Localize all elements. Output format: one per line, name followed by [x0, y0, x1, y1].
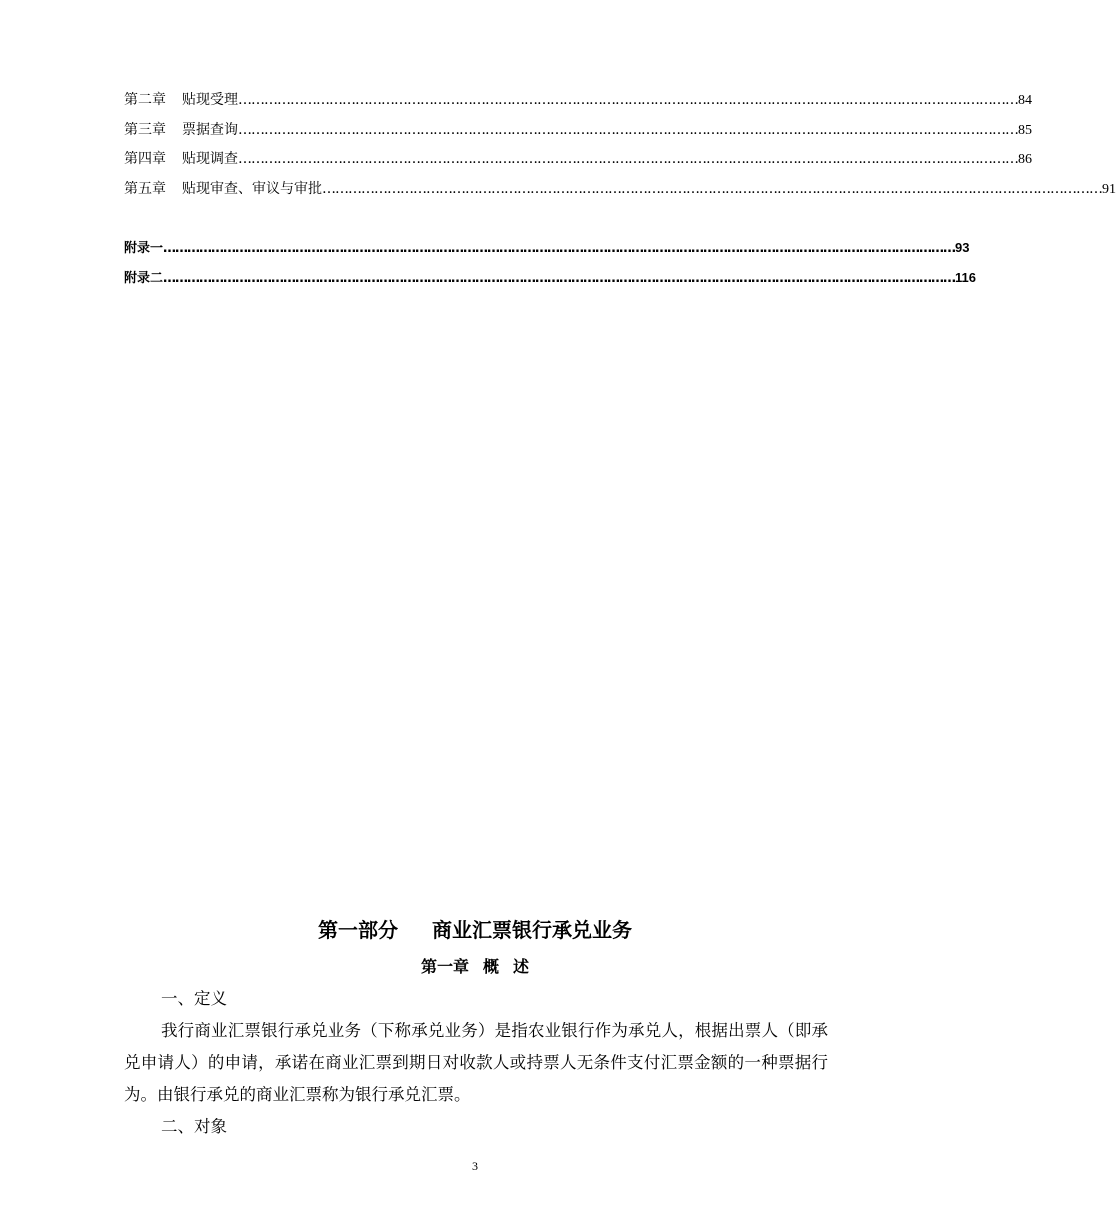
toc-chapter-number: 第四章 — [124, 151, 166, 167]
section-heading-object: 二、对象 — [161, 1117, 227, 1136]
toc-page-number: 116 — [955, 269, 976, 285]
toc-leader-dots: ……………………………………………………………………………………………………………………………………………………………………………… — [163, 241, 956, 256]
toc-chapter-number: 第三章 — [124, 121, 166, 138]
definition-paragraph: 我行商业汇票银行承兑业务（下称承兑业务）是指农业银行作为承兑人，根据出票人（即承兑申请人）的申请，承诺在商业汇票到期日对收款人或持票人无条件支付汇票金额的一种票据行为。由银行承兑的商业汇票称为银行承兑汇票。 — [124, 1021, 828, 1104]
toc-leader-dots: ……………………………………………………………………………………………………………………………………………………………………………… — [163, 270, 956, 286]
part-heading — [0, 915, 950, 945]
part-title: 商业汇票银行承兑业务 — [432, 918, 632, 942]
chapter-label: 第一章 — [420, 957, 469, 976]
toc-chapter-title: 贴现审查、审议与审批 — [182, 180, 322, 197]
toc-appendix-entry[interactable] — [124, 233, 970, 263]
toc-chapter-number: 第二章 — [124, 92, 166, 108]
toc-page-number: 84 — [1018, 93, 1032, 108]
toc-chapter-title: 贴现受理 — [182, 92, 238, 108]
toc-chapter-title: 票据查询 — [182, 121, 238, 138]
toc-chapter-number: 第五章 — [124, 180, 166, 197]
toc-entry[interactable] — [124, 116, 1032, 146]
chapter-title-part-b: 述 — [513, 957, 530, 976]
section-heading-definition: 一、定义 — [161, 989, 227, 1008]
table-of-contents — [124, 86, 1116, 292]
toc-page-number: 93 — [955, 240, 970, 255]
toc-leader-dots: ……………………………………………………………………………………………………………………………………………………………… — [238, 92, 1018, 108]
toc-appendix-title: 附录二 — [124, 270, 164, 286]
toc-leader-dots: ……………………………………………………………………………………………………………………………………………………………… — [238, 121, 1018, 138]
toc-appendix-entry[interactable] — [124, 263, 976, 293]
toc-entry[interactable] — [124, 145, 1032, 175]
toc-entry[interactable] — [124, 175, 1116, 205]
toc-leader-dots: ……………………………………………………………………………………………………………………………………………………………… — [238, 151, 1018, 167]
body-text — [124, 983, 828, 1143]
toc-leader-dots: ……………………………………………………………………………………………………………………………………………………………… — [322, 180, 1102, 197]
toc-chapter-title: 贴现调查 — [182, 151, 238, 167]
toc-entry[interactable] — [124, 86, 1032, 116]
toc-page-number: 91 — [1102, 181, 1116, 197]
chapter-heading — [0, 953, 950, 981]
toc-page-number: 85 — [1018, 122, 1032, 138]
toc-appendix-title: 附录一 — [124, 241, 164, 256]
page-number: 3 — [472, 1159, 478, 1173]
chapter-title-part-a: 概 — [482, 957, 499, 976]
part-label: 第一部分 — [318, 918, 398, 942]
toc-page-number: 86 — [1018, 152, 1032, 167]
toc-spacer — [124, 204, 768, 233]
